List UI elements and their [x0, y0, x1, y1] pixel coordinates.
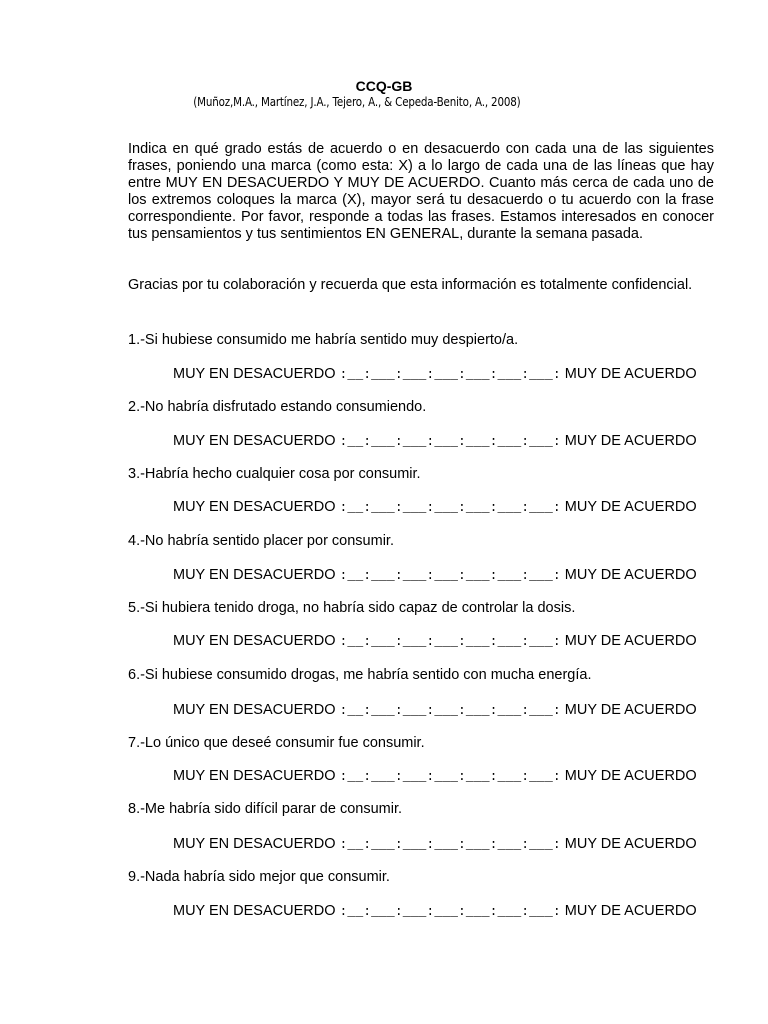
- rating-scale-5[interactable]: [173, 633, 733, 650]
- scale-left-label: MUY EN DESACUERDO: [173, 567, 336, 583]
- scale-right-label: MUY DE ACUERDO: [564, 366, 697, 382]
- item-statement-7: 7.-Lo único que deseé consumir fue consumir.: [128, 735, 425, 751]
- rating-scale-4[interactable]: [173, 567, 733, 584]
- item-statement-4: 4.-No habría sentido placer por consumir.: [128, 533, 394, 549]
- scale-right-label: MUY DE ACUERDO: [564, 633, 697, 649]
- rating-scale-6[interactable]: [173, 702, 733, 719]
- scale-right-label: MUY DE ACUERDO: [564, 768, 697, 784]
- rating-scale-2[interactable]: [173, 433, 733, 450]
- scale-blanks[interactable]: :__:___:___:___:___:___:___:: [339, 434, 561, 449]
- rating-scale-1[interactable]: [173, 366, 733, 383]
- scale-blanks[interactable]: :__:___:___:___:___:___:___:: [339, 904, 561, 919]
- rating-scale-7[interactable]: [173, 768, 733, 785]
- rating-scale-9[interactable]: [173, 903, 733, 920]
- scale-blanks[interactable]: :__:___:___:___:___:___:___:: [339, 769, 561, 784]
- scale-right-label: MUY DE ACUERDO: [564, 499, 697, 515]
- instructions-paragraph: Indica en qué grado estás de acuerdo o en desacuerdo con cada una de las siguientes frases, poniendo una marca (como esta: X) a lo largo de cada una de las líneas que hay entre MUY EN DESACUERDO Y MUY DE ACUERDO. Cuanto más cerca de cada uno de los extremos coloques la marca (X), mayor será tu desacuerdo o tu acuerdo con la frase correspondiente. Por favor, responde a todas las frases. Estamos interesados en conocer tus pensamientos y tus sentimientos EN GENERAL, durante la semana pasada.: [128, 141, 714, 242]
- rating-scale-3[interactable]: [173, 499, 733, 516]
- scale-left-label: MUY EN DESACUERDO: [173, 499, 336, 515]
- item-statement-9: 9.-Nada habría sido mejor que consumir.: [128, 869, 390, 885]
- item-statement-2: 2.-No habría disfrutado estando consumiendo.: [128, 399, 427, 415]
- scale-left-label: MUY EN DESACUERDO: [173, 433, 336, 449]
- scale-blanks[interactable]: :__:___:___:___:___:___:___:: [339, 500, 561, 515]
- item-statement-8: 8.-Me habría sido difícil parar de consumir.: [128, 801, 403, 817]
- scale-right-label: MUY DE ACUERDO: [564, 836, 697, 852]
- page-title: CCQ-GB: [355, 78, 413, 94]
- scale-left-label: MUY EN DESACUERDO: [173, 633, 336, 649]
- scale-left-label: MUY EN DESACUERDO: [173, 702, 336, 718]
- scale-blanks[interactable]: :__:___:___:___:___:___:___:: [339, 568, 561, 583]
- scale-blanks[interactable]: :__:___:___:___:___:___:___:: [339, 837, 561, 852]
- scale-left-label: MUY EN DESACUERDO: [173, 903, 336, 919]
- item-statement-3: 3.-Habría hecho cualquier cosa por consumir.: [128, 466, 421, 482]
- rating-scale-8[interactable]: [173, 836, 733, 853]
- scale-blanks[interactable]: :__:___:___:___:___:___:___:: [339, 703, 561, 718]
- scale-right-label: MUY DE ACUERDO: [564, 433, 697, 449]
- scale-left-label: MUY EN DESACUERDO: [173, 366, 336, 382]
- citation: (Muñoz,M.A., Martínez, J.A., Tejero, A., & Cepeda-Benito, A., 2008): [193, 95, 521, 109]
- scale-right-label: MUY DE ACUERDO: [564, 903, 697, 919]
- scale-left-label: MUY EN DESACUERDO: [173, 836, 336, 852]
- scale-blanks[interactable]: :__:___:___:___:___:___:___:: [339, 634, 561, 649]
- thanks-paragraph: Gracias por tu colaboración y recuerda que esta información es totalmente confidencial.: [128, 277, 693, 293]
- item-statement-6: 6.-Si hubiese consumido drogas, me habría sentido con mucha energía.: [128, 667, 592, 683]
- scale-left-label: MUY EN DESACUERDO: [173, 768, 336, 784]
- item-statement-1: 1.-Si hubiese consumido me habría sentido muy despierto/a.: [128, 332, 519, 348]
- item-statement-5: 5.-Si hubiera tenido droga, no habría sido capaz de controlar la dosis.: [128, 600, 576, 616]
- scale-right-label: MUY DE ACUERDO: [564, 567, 697, 583]
- scale-blanks[interactable]: :__:___:___:___:___:___:___:: [339, 367, 561, 382]
- scale-right-label: MUY DE ACUERDO: [564, 702, 697, 718]
